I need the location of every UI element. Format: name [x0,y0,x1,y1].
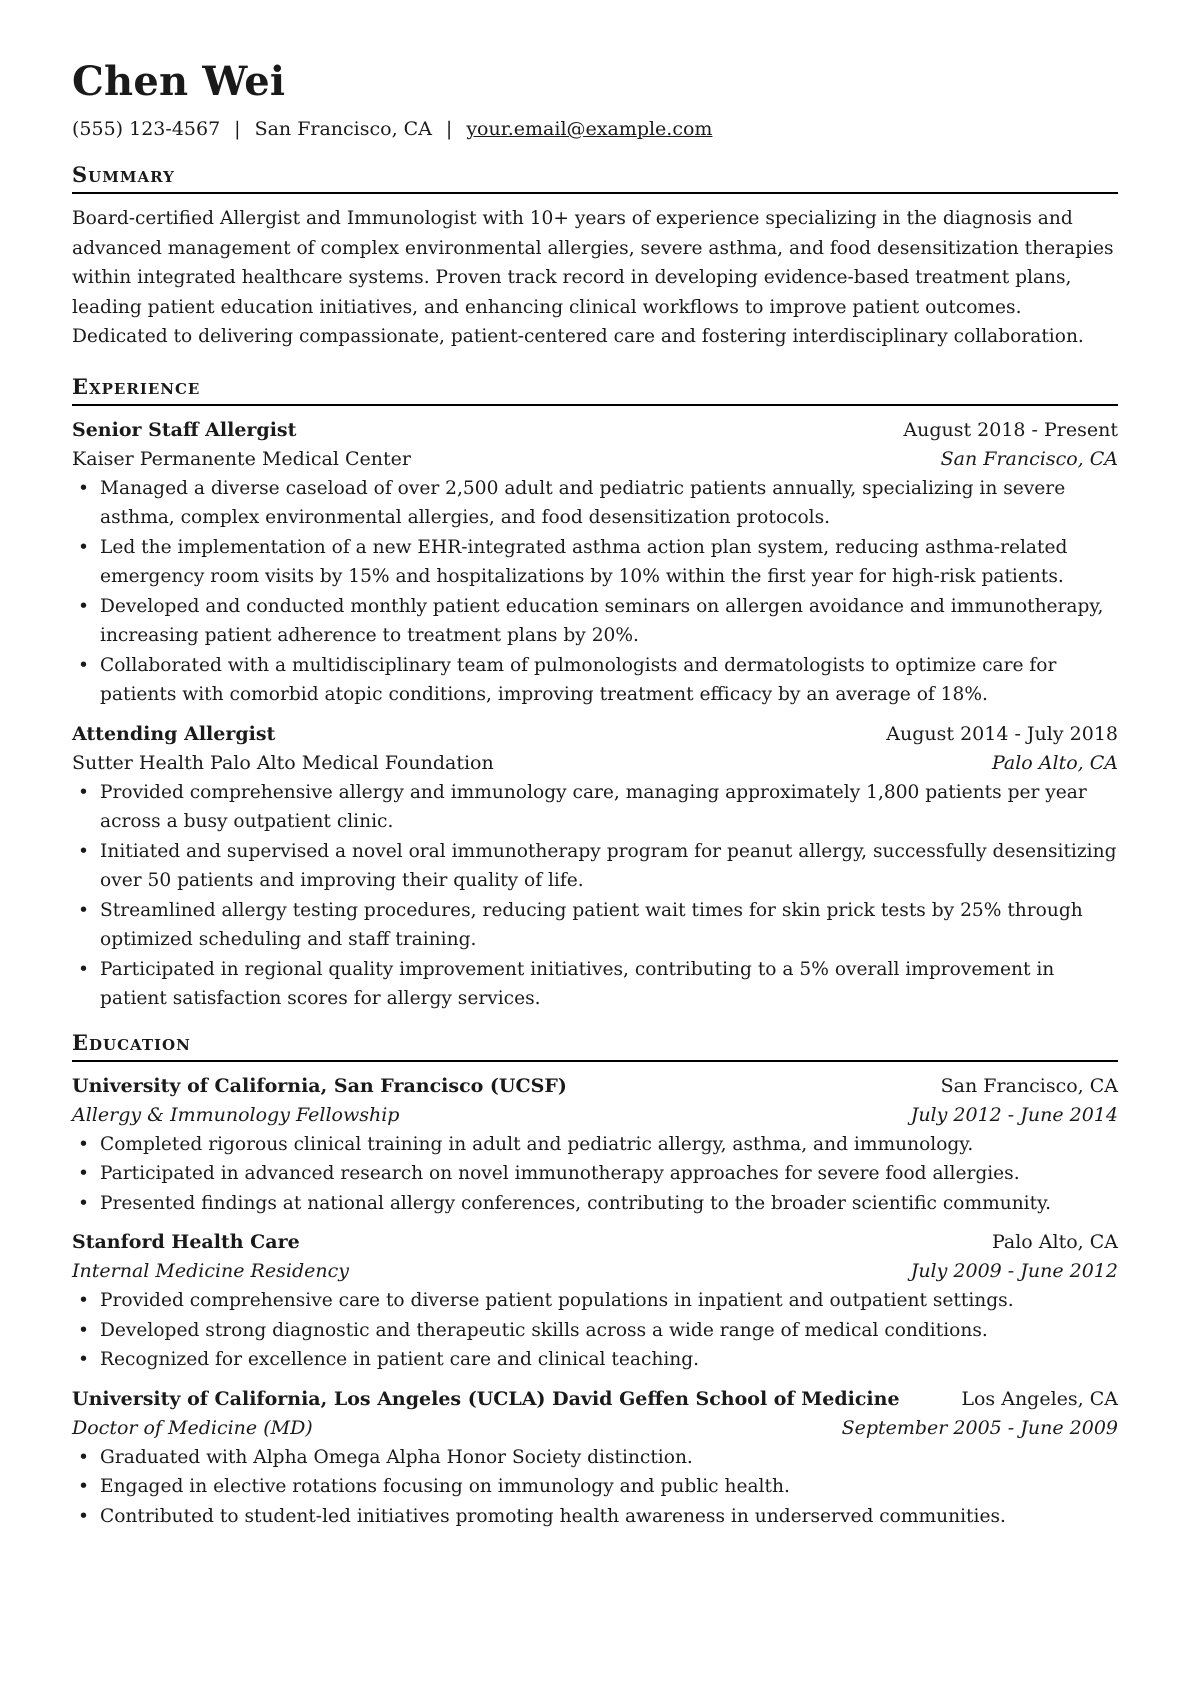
candidate-name: Chen Wei [72,58,286,105]
education-section [72,1030,1118,1532]
entry-subheader-row [72,749,1118,778]
school-location: Palo Alto, CA [991,1231,1118,1253]
phone-number: (555) 123-4567 [72,118,221,140]
section-title-education: Education [72,1030,1118,1062]
contact-separator: | [234,118,241,140]
summary-text: Board-certified Allergist and Immunologist with 10+ years of experience specializing in the diagnosis and advanced management of complex environmental allergies, severe asthma, and food desensitization therapies within integrated healthcare systems. Proven track record in developing evidence-based treatment plans, leading patient education initiatives, and enhancing clinical workflows to improve patient outcomes. Dedicated to delivering compassionate, patient-centered care and fostering interdisciplinary collaboration. [72,208,1114,347]
job-title: Attending Allergist [72,722,276,745]
section-title-experience: Experience [72,374,1118,406]
contact-separator: | [445,118,453,140]
bullet-item: • Streamlined allergy testing procedures, reducing patient wait times for skin prick tests by 25% through optimized scheduling and staff training. [100,896,1118,955]
education-bullets [72,1286,1118,1375]
summary-section [72,162,1118,352]
bullet-item: • Provided comprehensive allergy and immunology care, managing approximately 1,800 patients per year across a busy outpatient clinic. [100,778,1118,837]
school-dates: July 2009 - June 2012 [910,1260,1118,1282]
education-entry [72,1072,1118,1219]
program: Allergy & Immunology Fellowship [72,1103,400,1126]
bullet-item: • Participated in advanced research on novel immunotherapy approaches for severe food allergies. [100,1159,1118,1189]
program: Doctor of Medicine (MD) [72,1416,313,1439]
job-dates: August 2018 - Present [903,418,1118,441]
bullet-item: • Managed a diverse caseload of over 2,500 adult and pediatric patients annually, specializing in severe asthma, complex environmental allergies, and food desensitization protocols. [100,474,1118,533]
school-location: San Francisco, CA [940,1074,1118,1097]
bullet-item: • Initiated and supervised a novel oral immunotherapy program for peanut allergy, successfully desensitizing over 50 patients and improving their quality of life. [100,837,1118,896]
entry-subheader-row [72,1101,1118,1130]
location: San Francisco, CA [254,118,432,140]
job-bullets [72,778,1118,1014]
school-location: Los Angeles, CA [961,1387,1118,1410]
bullet-item: • Graduated with Alpha Omega Alpha Honor Society distinction. [100,1443,1118,1473]
experience-section [72,374,1118,1014]
education-bullets [72,1130,1118,1219]
job-location: Palo Alto, CA [991,751,1118,774]
entry-header-row [72,1228,1118,1257]
job-bullets [72,474,1118,710]
experience-entry [72,720,1118,1014]
bullet-item: • Contributed to student-led initiatives promoting health awareness in underserved communities. [100,1502,1118,1532]
school-dates: September 2005 - June 2009 [841,1416,1118,1439]
entry-subheader-row [72,1257,1118,1286]
employer: Sutter Health Palo Alto Medical Foundation [72,751,494,774]
institution: Stanford Health Care [72,1231,300,1253]
education-bullets [72,1443,1118,1532]
bullet-item: • Participated in regional quality improvement initiatives, contributing to a 5% overall improvement in patient satisfaction scores for allergy services. [100,955,1118,1014]
contact-line [72,116,1118,142]
bullet-item: • Developed strong diagnostic and therapeutic skills across a wide range of medical conditions. [100,1316,1118,1346]
bullet-item: • Completed rigorous clinical training in adult and pediatric allergy, asthma, and immunology. [100,1130,1118,1160]
program: Internal Medicine Residency [72,1260,349,1282]
bullet-item: • Recognized for excellence in patient care and clinical teaching. [100,1345,1118,1375]
employer: Kaiser Permanente Medical Center [72,447,411,470]
job-dates: August 2014 - July 2018 [886,722,1118,745]
institution: University of California, San Francisco (UCSF) [72,1074,567,1097]
bullet-item: • Presented findings at national allergy conferences, contributing to the broader scientific community. [100,1189,1118,1219]
entry-header-row [72,1385,1118,1414]
entry-subheader-row [72,445,1118,474]
entry-subheader-row [72,1414,1118,1443]
bullet-item: • Engaged in elective rotations focusing on immunology and public health. [100,1472,1118,1502]
entry-header-row [72,720,1118,749]
bullet-item: • Developed and conducted monthly patient education seminars on allergen avoidance and immunotherapy, increasing patient adherence to treatment plans by 20%. [100,592,1118,651]
school-dates: July 2012 - June 2014 [910,1103,1118,1126]
experience-entry [72,416,1118,710]
bullet-item: • Provided comprehensive care to diverse patient populations in inpatient and outpatient settings. [100,1286,1118,1316]
institution: University of California, Los Angeles (UCLA) David Geffen School of Medicine [72,1387,900,1410]
bullet-item: • Collaborated with a multidisciplinary team of pulmonologists and dermatologists to optimize care for patients with comorbid atopic conditions, improving treatment efficacy by an average of 18%. [100,651,1118,710]
entry-header-row [72,416,1118,445]
section-title-summary: Summary [72,162,1118,194]
job-title: Senior Staff Allergist [72,418,297,441]
education-entry [72,1228,1118,1375]
job-location: San Francisco, CA [940,447,1118,470]
email-link[interactable]: your.email@example.com [466,118,713,140]
bullet-item: • Led the implementation of a new EHR-integrated asthma action plan system, reducing asthma-related emergency room visits by 15% and hospitalizations by 10% within the first year for high-risk patients. [100,533,1118,592]
entry-header-row [72,1072,1118,1101]
education-entry [72,1385,1118,1532]
